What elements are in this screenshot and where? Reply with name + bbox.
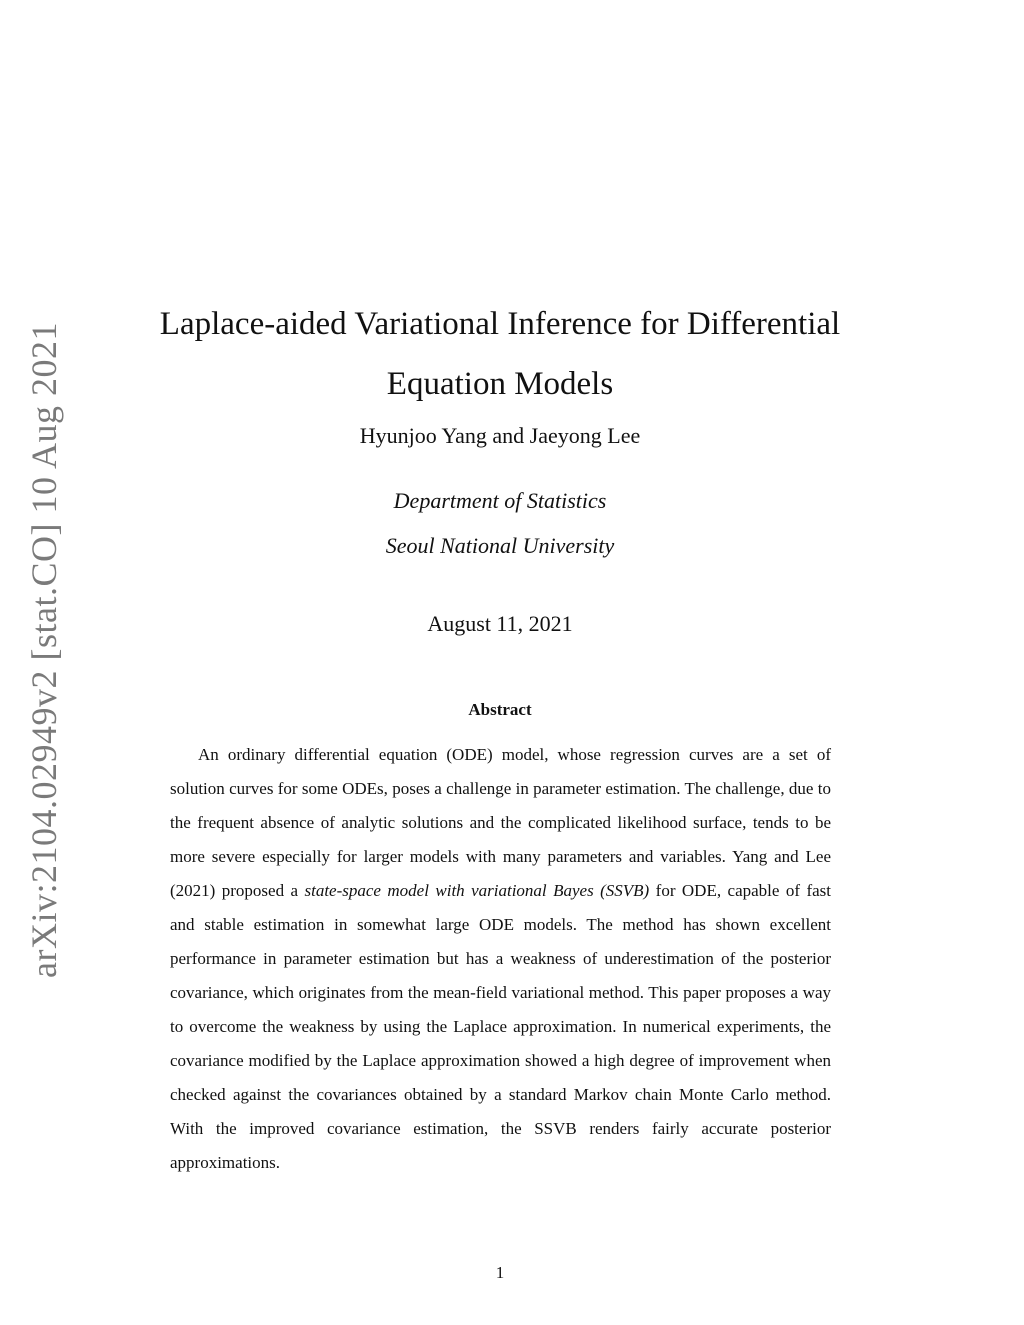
abstract-heading: Abstract xyxy=(468,700,532,719)
paper-title: Laplace-aided Variational Inference for Differential Equation Models xyxy=(159,306,841,403)
affiliation-department: Department of Statistics xyxy=(393,488,607,513)
affiliation-university: Seoul National University xyxy=(385,533,615,558)
arxiv-identifier-stamp: arXiv:2104.02949v2 [stat.CO] 10 Aug 2021 xyxy=(24,322,64,978)
abstract-body xyxy=(170,738,831,1180)
publication-date: August 11, 2021 xyxy=(427,611,573,636)
abstract-emphasis: state-space model with variational Bayes (SSVB) xyxy=(304,881,650,900)
abstract-text-part2: for ODE, capable of fast and stable estimation in somewhat large ODE models. The method has shown excellent performance in parameter estimation but has a weakness of underestimation of the posterior covariance, which originates from the mean-field variational method. This paper proposes a way to overcome the weakness by using the Laplace approximation. In numerical experiments, the covariance modified by the Laplace approximation showed a high degree of improvement when checked against the covariances obtained by a standard Markov chain Monte Carlo method. With the improved covariance estimation, the SSVB renders fairly accurate posterior approximations. xyxy=(170,881,832,1172)
page-number: 1 xyxy=(495,1263,505,1282)
abstract-text-part1: An ordinary differential equation (ODE) model, whose regression curves are a set of solution curves for some ODEs, poses a challenge in parameter estimation. The challenge, due to the frequent absence of analytic solutions and the complicated likelihood surface, tends to be more severe especially for larger models with many parameters and variables. Yang and Lee (2021) proposed a xyxy=(170,745,831,900)
author-list: Hyunjoo Yang and Jaeyong Lee xyxy=(359,423,641,448)
